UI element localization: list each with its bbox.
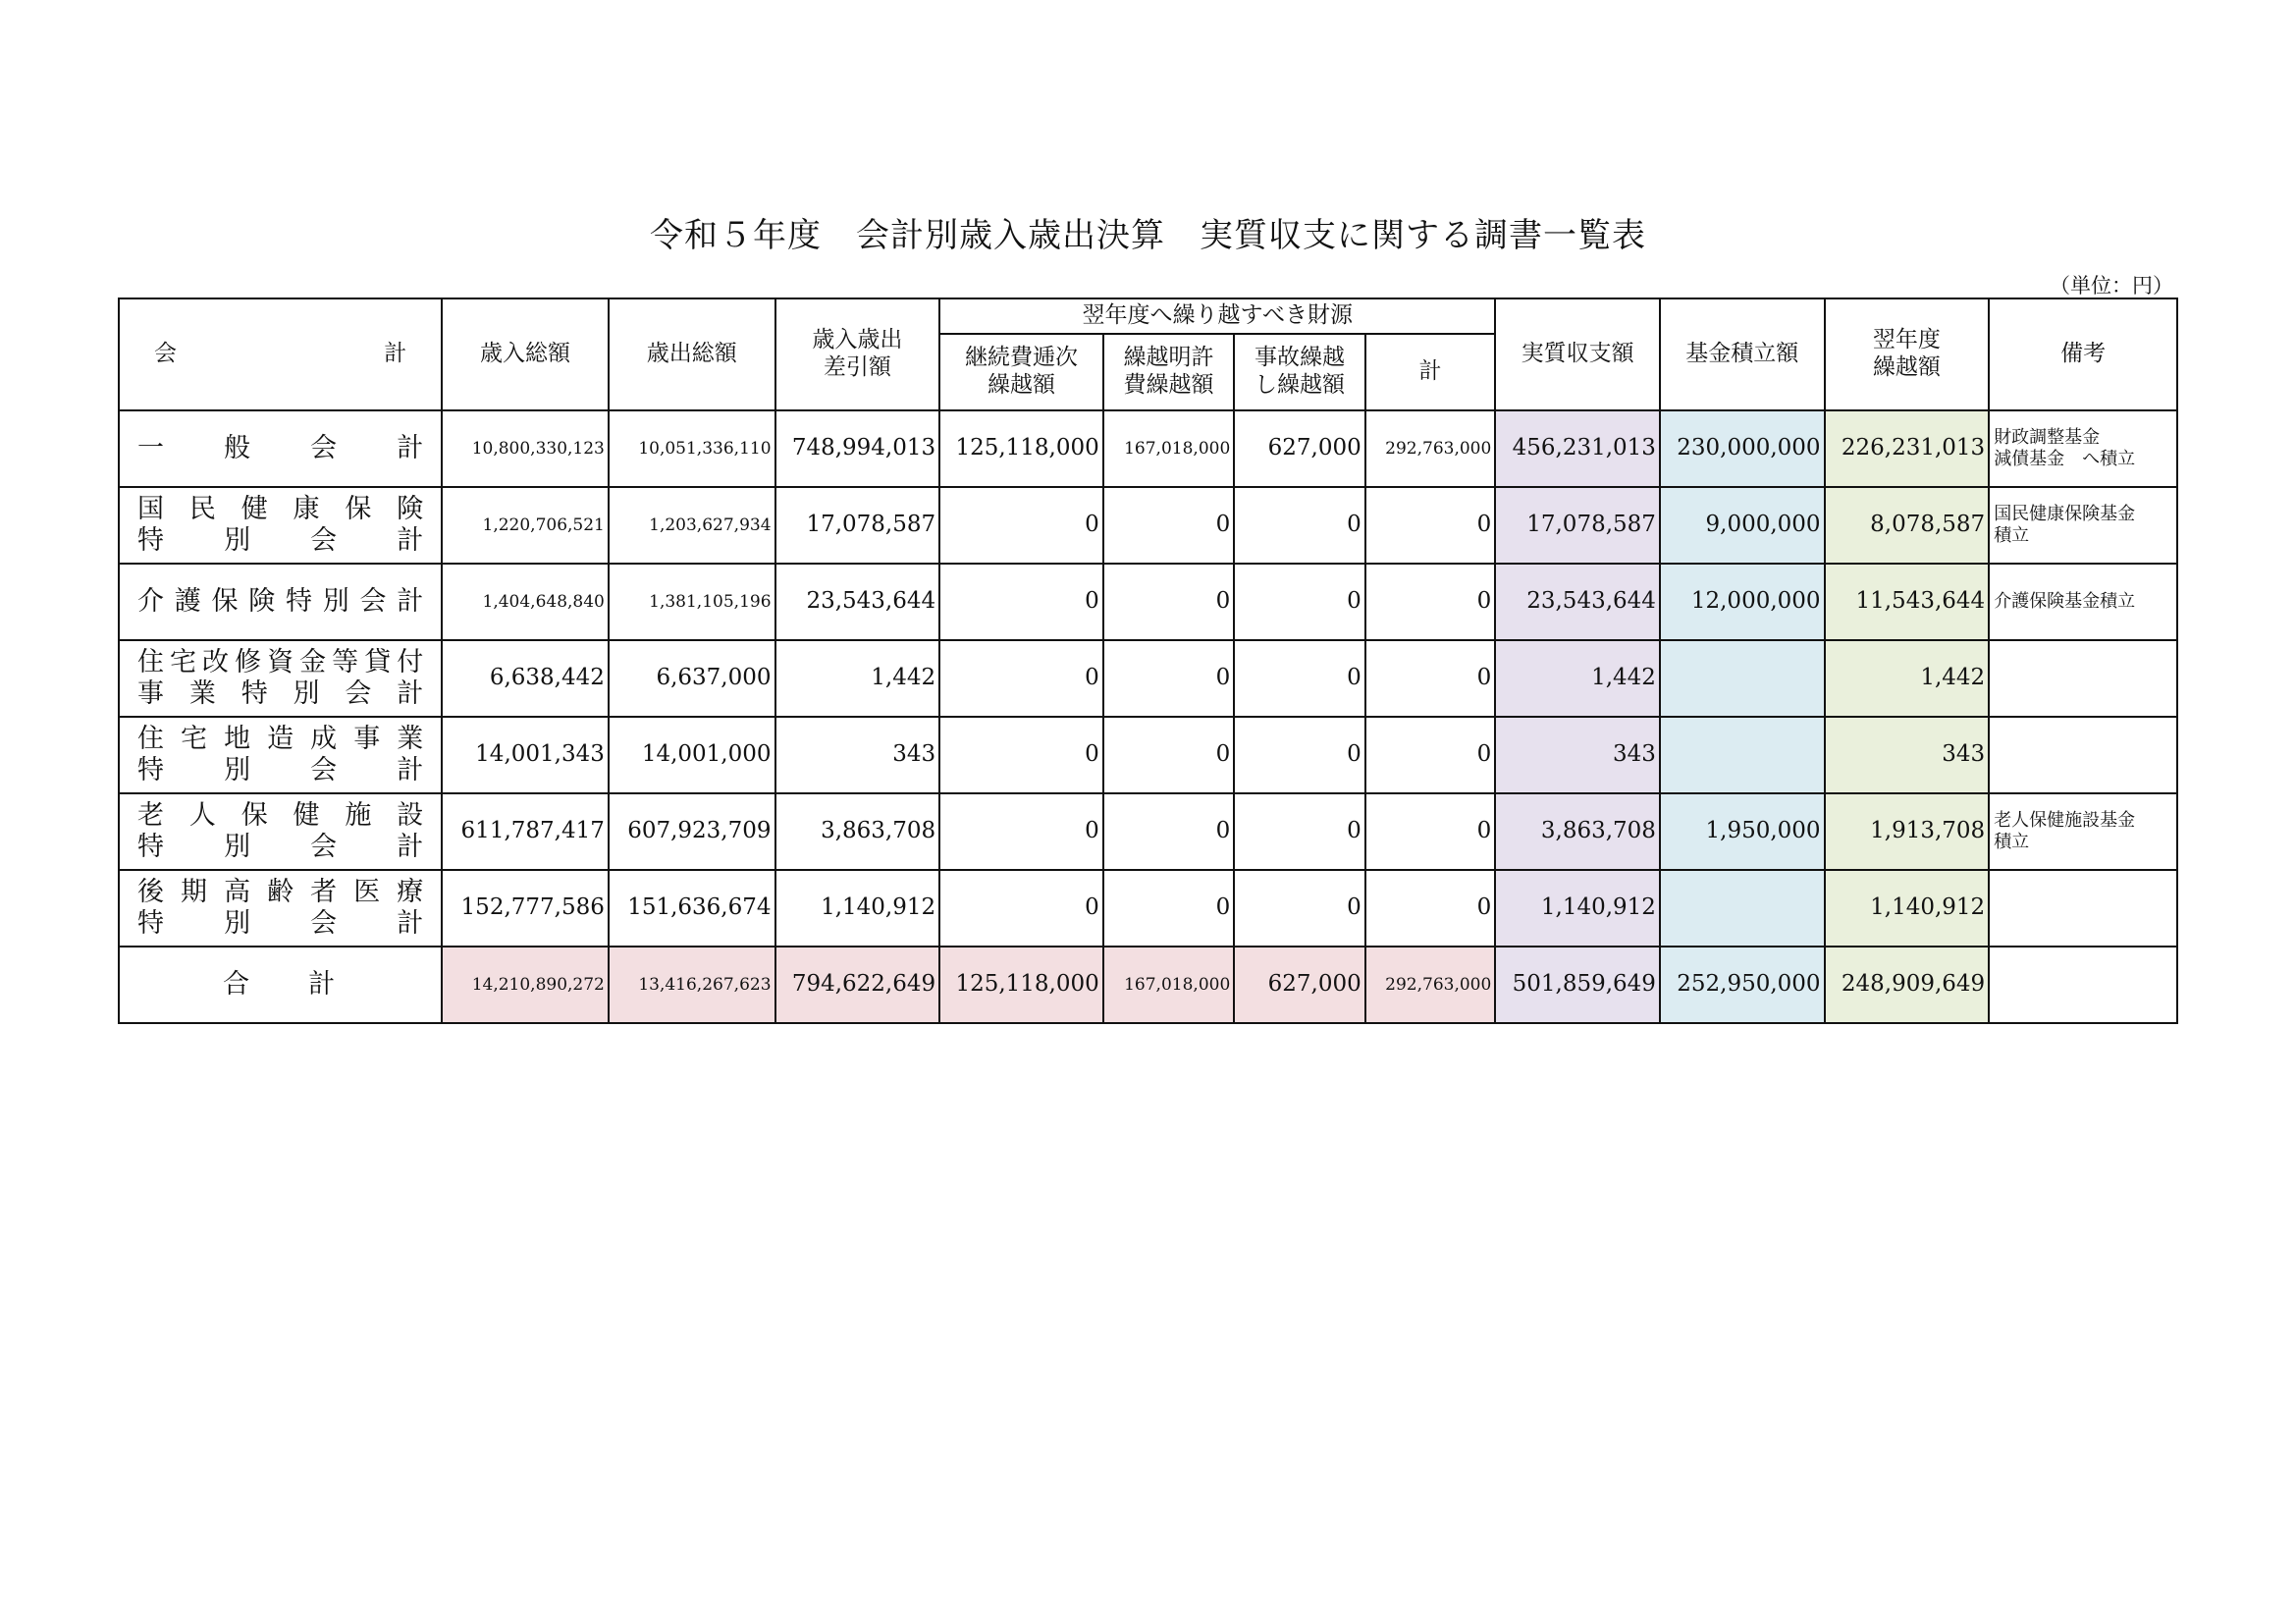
total-fund-cell: 252,950,000 xyxy=(1660,947,1825,1023)
continuing-cell: 125,118,000 xyxy=(939,410,1103,487)
account-name-line1: 一 般 会 計 xyxy=(137,432,424,463)
subtotal-cell: 0 xyxy=(1365,793,1496,870)
header-continuing-line2: 繰越額 xyxy=(987,372,1055,398)
account-name xyxy=(119,410,442,487)
remarks-cell xyxy=(1989,564,2177,640)
table-row xyxy=(119,793,2177,870)
next-carryover-cell: 1,913,708 xyxy=(1825,793,1990,870)
subtotal-cell: 292,763,000 xyxy=(1365,410,1496,487)
account-name-line2: 特別会計 xyxy=(137,832,424,862)
table-row xyxy=(119,870,2177,947)
expenditure-cell: 151,636,674 xyxy=(609,870,775,947)
table-row xyxy=(119,640,2177,717)
explicit-cell: 0 xyxy=(1103,717,1235,793)
remarks-line1: 国民健康保険基金 xyxy=(1994,504,2136,525)
header-difference xyxy=(775,298,940,410)
total-continuing-cell: 125,118,000 xyxy=(939,947,1103,1023)
remarks-line2: 減債基金 へ積立 xyxy=(1994,449,2136,469)
account-name xyxy=(119,640,442,717)
header-revenue: 歳入総額 xyxy=(442,298,609,410)
accident-cell: 0 xyxy=(1234,564,1365,640)
total-subtotal-cell: 292,763,000 xyxy=(1365,947,1496,1023)
table-row xyxy=(119,410,2177,487)
account-name-line2: 特別会計 xyxy=(137,908,424,939)
remarks-line1: 財政調整基金 xyxy=(1994,427,2101,449)
fund-cell: 230,000,000 xyxy=(1660,410,1825,487)
fund-cell xyxy=(1660,717,1825,793)
next-carryover-cell: 8,078,587 xyxy=(1825,487,1990,564)
accident-cell: 627,000 xyxy=(1234,410,1365,487)
next-carryover-cell: 1,442 xyxy=(1825,640,1990,717)
explicit-cell: 0 xyxy=(1103,640,1235,717)
difference-cell: 3,863,708 xyxy=(775,793,940,870)
difference-cell: 1,442 xyxy=(775,640,940,717)
fund-cell xyxy=(1660,640,1825,717)
continuing-cell: 0 xyxy=(939,793,1103,870)
remarks-cell xyxy=(1989,793,2177,870)
account-name-line1: 後期高齢者医療 xyxy=(137,876,424,907)
account-name xyxy=(119,564,442,640)
revenue-cell: 611,787,417 xyxy=(442,793,609,870)
account-name-line1: 介護保険特別会計 xyxy=(137,585,424,617)
subtotal-cell: 0 xyxy=(1365,717,1496,793)
total-explicit-cell: 167,018,000 xyxy=(1103,947,1235,1023)
table-row xyxy=(119,564,2177,640)
account-name-line1: 住宅地造成事業 xyxy=(137,723,424,754)
accident-cell: 0 xyxy=(1234,640,1365,717)
next-carryover-cell: 343 xyxy=(1825,717,1990,793)
total-row xyxy=(119,947,2177,1023)
revenue-cell: 10,800,330,123 xyxy=(442,410,609,487)
revenue-cell: 6,638,442 xyxy=(442,640,609,717)
page-title: 令和５年度 会計別歳入歳出決算 実質収支に関する調書一覧表 xyxy=(650,216,1646,255)
difference-cell: 23,543,644 xyxy=(775,564,940,640)
header-remarks: 備考 xyxy=(1989,298,2177,410)
difference-cell: 17,078,587 xyxy=(775,487,940,564)
total-next-carryover-cell: 248,909,649 xyxy=(1825,947,1990,1023)
header-continuing xyxy=(939,334,1103,410)
remarks-cell xyxy=(1989,870,2177,947)
subtotal-cell: 0 xyxy=(1365,870,1496,947)
total-remarks-cell xyxy=(1989,947,2177,1023)
header-expenditure: 歳出総額 xyxy=(609,298,775,410)
header-next-carryover xyxy=(1825,298,1990,410)
remarks-cell xyxy=(1989,410,2177,487)
remarks-cell xyxy=(1989,640,2177,717)
total-label: 合計 xyxy=(119,947,442,1023)
real-balance-cell: 23,543,644 xyxy=(1495,564,1660,640)
header-account-right: 計 xyxy=(384,341,407,367)
difference-cell: 1,140,912 xyxy=(775,870,940,947)
total-revenue-cell: 14,210,890,272 xyxy=(442,947,609,1023)
continuing-cell: 0 xyxy=(939,640,1103,717)
header-continuing-line1: 継続費逓次 xyxy=(964,345,1078,371)
accident-cell: 0 xyxy=(1234,717,1365,793)
fund-cell: 12,000,000 xyxy=(1660,564,1825,640)
continuing-cell: 0 xyxy=(939,870,1103,947)
subtotal-cell: 0 xyxy=(1365,564,1496,640)
accident-cell: 0 xyxy=(1234,487,1365,564)
header-account xyxy=(119,298,442,410)
subtotal-cell: 0 xyxy=(1365,487,1496,564)
total-expenditure-cell: 13,416,267,623 xyxy=(609,947,775,1023)
expenditure-cell: 1,203,627,934 xyxy=(609,487,775,564)
expenditure-cell: 1,381,105,196 xyxy=(609,564,775,640)
revenue-cell: 14,001,343 xyxy=(442,717,609,793)
difference-cell: 748,994,013 xyxy=(775,410,940,487)
next-carryover-cell: 1,140,912 xyxy=(1825,870,1990,947)
explicit-cell: 0 xyxy=(1103,793,1235,870)
next-carryover-cell: 226,231,013 xyxy=(1825,410,1990,487)
account-name-line2: 事業特別会計 xyxy=(137,678,424,709)
header-difference-line2: 差引額 xyxy=(823,354,891,380)
continuing-cell: 0 xyxy=(939,717,1103,793)
header-real-balance: 実質収支額 xyxy=(1495,298,1660,410)
real-balance-cell: 343 xyxy=(1495,717,1660,793)
header-explicit-line2: 費繰越額 xyxy=(1123,372,1214,398)
explicit-cell: 0 xyxy=(1103,870,1235,947)
header-carryover-group: 翌年度へ繰り越すべき財源 xyxy=(939,298,1495,334)
settlement-table xyxy=(118,298,2178,1024)
account-name-line2: 特別会計 xyxy=(137,755,424,785)
real-balance-cell: 1,442 xyxy=(1495,640,1660,717)
fund-cell xyxy=(1660,870,1825,947)
difference-cell: 343 xyxy=(775,717,940,793)
total-difference-cell: 794,622,649 xyxy=(775,947,940,1023)
revenue-cell: 1,220,706,521 xyxy=(442,487,609,564)
header-account-left: 会 xyxy=(154,341,177,367)
accident-cell: 0 xyxy=(1234,793,1365,870)
account-name-line1: 住宅改修資金等貸付 xyxy=(137,646,424,677)
remarks-line2: 積立 xyxy=(1994,525,2030,546)
header-subtotal: 計 xyxy=(1365,334,1496,410)
remarks-line1: 介護保険基金積立 xyxy=(1994,591,2136,613)
continuing-cell: 0 xyxy=(939,487,1103,564)
account-name xyxy=(119,487,442,564)
table-row xyxy=(119,487,2177,564)
total-accident-cell: 627,000 xyxy=(1234,947,1365,1023)
fund-cell: 9,000,000 xyxy=(1660,487,1825,564)
total-real-balance-cell: 501,859,649 xyxy=(1495,947,1660,1023)
header-next-line1: 翌年度 xyxy=(1872,327,1941,353)
remarks-line1: 老人保健施設基金 xyxy=(1994,810,2136,832)
remarks-cell xyxy=(1989,717,2177,793)
real-balance-cell: 1,140,912 xyxy=(1495,870,1660,947)
account-name-line1: 国民健康保険 xyxy=(137,493,424,524)
header-accident-line2: し繰越額 xyxy=(1255,372,1346,398)
accident-cell: 0 xyxy=(1234,870,1365,947)
remarks-line2: 積立 xyxy=(1994,832,2030,852)
header-fund: 基金積立額 xyxy=(1660,298,1825,410)
subtotal-cell: 0 xyxy=(1365,640,1496,717)
header-next-line2: 繰越額 xyxy=(1872,354,1941,380)
next-carryover-cell: 11,543,644 xyxy=(1825,564,1990,640)
revenue-cell: 1,404,648,840 xyxy=(442,564,609,640)
expenditure-cell: 14,001,000 xyxy=(609,717,775,793)
continuing-cell: 0 xyxy=(939,564,1103,640)
header-difference-line1: 歳入歳出 xyxy=(812,327,903,353)
expenditure-cell: 6,637,000 xyxy=(609,640,775,717)
header-accident xyxy=(1234,334,1365,410)
explicit-cell: 0 xyxy=(1103,564,1235,640)
header-accident-line1: 事故繰越 xyxy=(1255,345,1346,371)
header-explicit xyxy=(1103,334,1235,410)
expenditure-cell: 607,923,709 xyxy=(609,793,775,870)
account-name xyxy=(119,870,442,947)
header-row-1 xyxy=(119,298,2177,334)
unit-label: （単位：円） xyxy=(2050,274,2173,298)
expenditure-cell: 10,051,336,110 xyxy=(609,410,775,487)
table-row xyxy=(119,717,2177,793)
account-name xyxy=(119,793,442,870)
account-name-line1: 老人保健施設 xyxy=(137,799,424,831)
real-balance-cell: 3,863,708 xyxy=(1495,793,1660,870)
account-name xyxy=(119,717,442,793)
account-name-line2: 特別会計 xyxy=(137,525,424,556)
real-balance-cell: 456,231,013 xyxy=(1495,410,1660,487)
revenue-cell: 152,777,586 xyxy=(442,870,609,947)
remarks-cell xyxy=(1989,487,2177,564)
explicit-cell: 0 xyxy=(1103,487,1235,564)
fund-cell: 1,950,000 xyxy=(1660,793,1825,870)
explicit-cell: 167,018,000 xyxy=(1103,410,1235,487)
header-explicit-line1: 繰越明許 xyxy=(1123,345,1214,371)
real-balance-cell: 17,078,587 xyxy=(1495,487,1660,564)
